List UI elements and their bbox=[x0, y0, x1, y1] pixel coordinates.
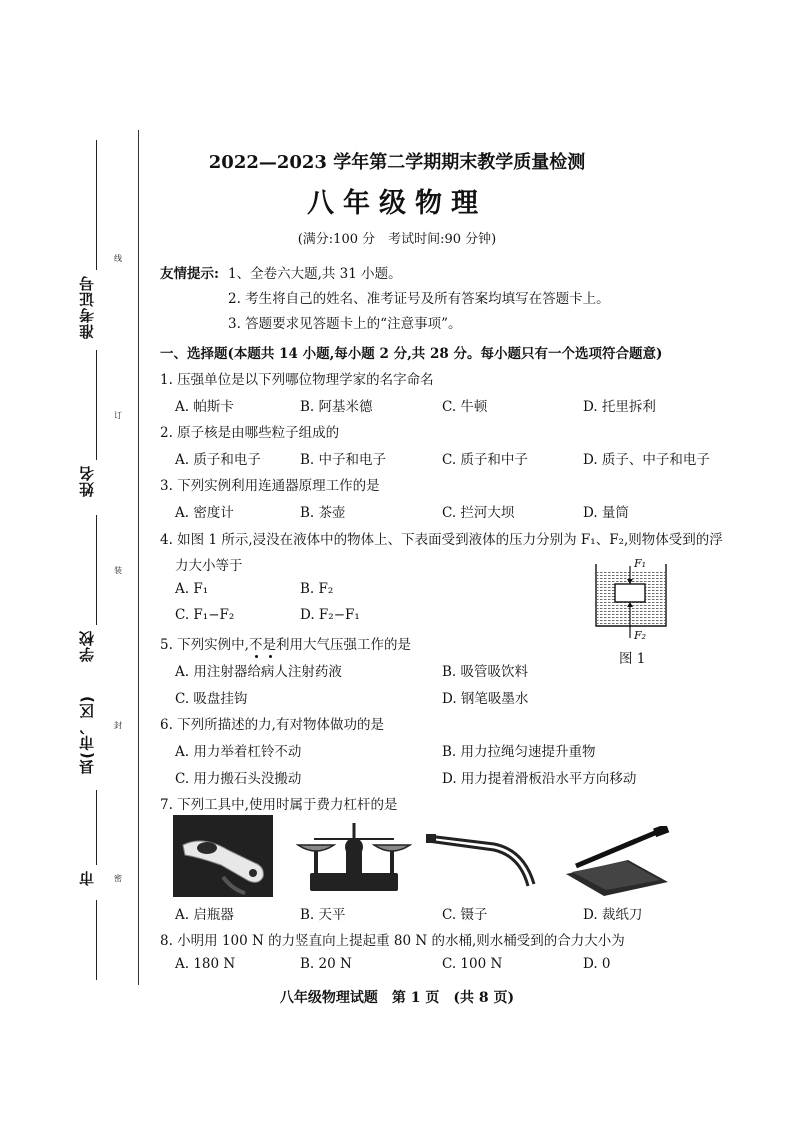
tip-1: 1、全卷六大题,共 31 小题。 bbox=[228, 266, 402, 282]
q4-stem-cont: 力大小等于 bbox=[175, 558, 243, 574]
q5-stem-d: 利用大气压强工作的是 bbox=[275, 637, 411, 653]
q4-option-b: B. F₂ bbox=[300, 581, 334, 597]
q4-option-c: C. F₁−F₂ bbox=[175, 607, 235, 623]
q7-option-b: B. 天平 bbox=[300, 907, 346, 923]
q8-stem: 8. 小明用 100 N 的力竖直向上提起重 80 N 的水桶,则水桶受到的合力大小为 bbox=[160, 933, 625, 949]
city-label: 市 bbox=[78, 870, 96, 886]
q1-option-c: C. 牛顿 bbox=[442, 399, 488, 415]
q5-emphasis-1: 不 bbox=[248, 637, 263, 653]
figure-1-caption: 图 1 bbox=[619, 651, 646, 667]
q5-option-b: B. 吸管吸饮料 bbox=[442, 664, 529, 680]
school-label: 学校 bbox=[78, 630, 96, 662]
tweezers-image bbox=[424, 828, 542, 890]
q8-option-d: D. 0 bbox=[583, 956, 611, 972]
tip-3: 3. 答题要求见答题卡上的“注意事项”。 bbox=[228, 316, 462, 332]
q2-option-b: B. 中子和电子 bbox=[300, 452, 387, 468]
q8-option-a: A. 180 N bbox=[175, 956, 236, 972]
q3-option-b: B. 茶壶 bbox=[300, 505, 346, 521]
subject-title: 八年级物理 bbox=[307, 188, 487, 219]
q2-option-a: A. 质子和电子 bbox=[175, 452, 261, 468]
q7-option-d: D. 裁纸刀 bbox=[583, 907, 643, 923]
q4-stem: 4. 如图 1 所示,浸没在液体中的物体上、下表面受到液体的压力分别为 F₁、F₂,则物体受到的浮 bbox=[160, 532, 723, 548]
name-underline bbox=[96, 350, 97, 460]
page-footer: 八年级物理试题 第 1 页 (共 8 页) bbox=[279, 990, 515, 1006]
figure-1-diagram bbox=[588, 556, 678, 646]
tips-label: 友情提示: bbox=[160, 266, 219, 282]
name-label: 姓名 bbox=[78, 465, 96, 497]
q8-option-c: C. 100 N bbox=[442, 956, 503, 972]
q5-emphasis-2: 是 bbox=[262, 637, 276, 653]
section-heading: 一、选择题(本题共 14 小题,每小题 2 分,共 28 分。每小题只有一个选项符合题意) bbox=[160, 346, 663, 362]
q3-option-d: D. 量筒 bbox=[583, 505, 629, 521]
q1-option-d: D. 托里拆利 bbox=[583, 399, 656, 415]
exam-title: 2022—2023 学年第二学期期末教学质量检测 bbox=[208, 152, 586, 173]
q5-option-d: D. 钢笔吸墨水 bbox=[442, 691, 529, 707]
binding-char-1: 线 bbox=[114, 254, 122, 263]
school-underline bbox=[96, 515, 97, 625]
binding-char-2: 订 bbox=[114, 411, 122, 420]
q6-option-d: D. 用力提着滑板沿水平方向移动 bbox=[442, 771, 637, 787]
q3-option-a: A. 密度计 bbox=[175, 505, 234, 521]
q6-option-b: B. 用力拉绳匀速提升重物 bbox=[442, 744, 596, 760]
q2-stem: 2. 原子核是由哪些粒子组成的 bbox=[160, 425, 340, 441]
q2-option-c: C. 质子和中子 bbox=[442, 452, 528, 468]
q7-option-a: A. 启瓶器 bbox=[175, 907, 234, 923]
binding-char-4: 封 bbox=[114, 721, 122, 730]
q5-stem bbox=[160, 633, 411, 653]
q7-stem: 7. 下列工具中,使用时属于费力杠杆的是 bbox=[160, 797, 398, 813]
q5-option-c: C. 吸盘挂钩 bbox=[175, 691, 248, 707]
q2-option-d: D. 质子、中子和电子 bbox=[583, 452, 710, 468]
q4-option-d: D. F₂−F₁ bbox=[300, 607, 360, 623]
q6-option-c: C. 用力搬石头没搬动 bbox=[175, 771, 302, 787]
binding-line bbox=[138, 130, 139, 985]
exam-id-label: 准考证号 bbox=[78, 275, 96, 339]
q3-stem: 3. 下列实例利用连通器原理工作的是 bbox=[160, 478, 380, 494]
q1-option-b: B. 阿基米德 bbox=[300, 399, 373, 415]
exam-meta: (满分:100 分 考试时间:90 分钟) bbox=[297, 232, 497, 247]
q1-stem: 1. 压强单位是以下列哪位物理学家的名字命名 bbox=[160, 372, 434, 388]
binding-char-5: 密 bbox=[114, 874, 122, 883]
q1-option-a: A. 帕斯卡 bbox=[175, 399, 234, 415]
figure-1-f1-label: F₁ bbox=[634, 557, 647, 570]
bottle-opener-image bbox=[173, 815, 273, 897]
q6-option-a: A. 用力举着杠铃不动 bbox=[175, 744, 302, 760]
q3-option-c: C. 拦河大坝 bbox=[442, 505, 515, 521]
county-label: 县(市、区) bbox=[78, 695, 96, 775]
paper-cutter-image bbox=[562, 826, 674, 896]
binding-char-3: 装 bbox=[114, 566, 122, 575]
tip-2: 2. 考生将自己的姓名、准考证号及所有答案均填写在答题卡上。 bbox=[228, 291, 610, 307]
city-underline bbox=[96, 900, 97, 980]
q8-option-b: B. 20 N bbox=[300, 956, 352, 972]
q4-option-a: A. F₁ bbox=[175, 581, 209, 597]
county-underline bbox=[96, 790, 97, 865]
q6-stem: 6. 下列所描述的力,有对物体做功的是 bbox=[160, 717, 384, 733]
balance-scale-image bbox=[296, 817, 412, 895]
figure-1-f2-label: F₂ bbox=[634, 629, 647, 642]
q7-option-c: C. 镊子 bbox=[442, 907, 488, 923]
q5-option-a: A. 用注射器给病人注射药液 bbox=[175, 664, 342, 680]
q5-stem-a: 5. 下列实例中, bbox=[160, 637, 249, 653]
